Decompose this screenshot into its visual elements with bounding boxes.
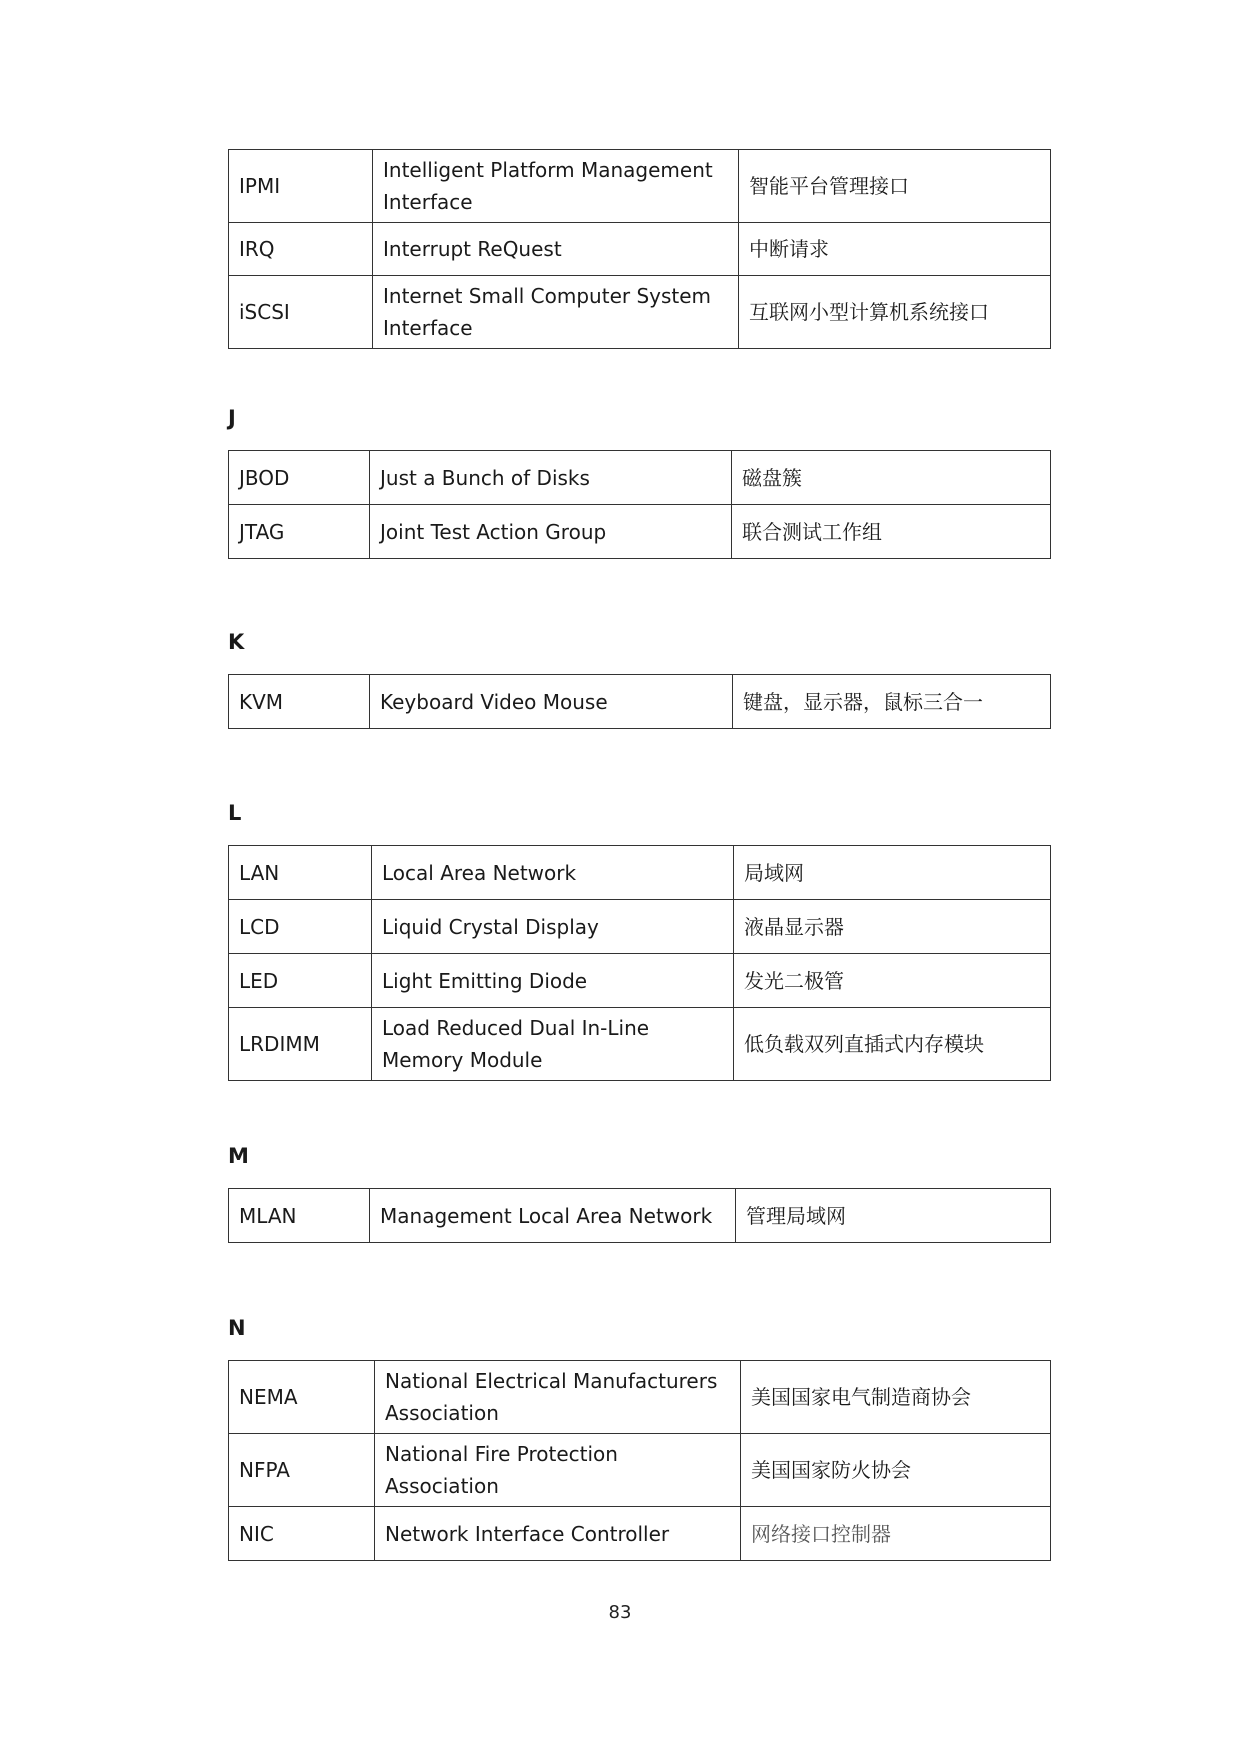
abbreviation-cell: IPMI (229, 150, 373, 223)
abbreviation-cell: JTAG (229, 505, 370, 559)
section-heading: L (228, 801, 242, 825)
table-row (229, 276, 1051, 349)
chinese-term-cell: 磁盘簇 (732, 451, 1051, 505)
chinese-term-cell: 中断请求 (739, 223, 1051, 276)
chinese-term-cell: 联合测试工作组 (732, 505, 1051, 559)
chinese-term-cell: 智能平台管理接口 (739, 150, 1051, 223)
chinese-term-cell: 局域网 (734, 846, 1051, 900)
full-term-cell: Light Emitting Diode (372, 954, 734, 1008)
full-term-cell: Load Reduced Dual In-Line Memory Module (372, 1008, 734, 1081)
chinese-term-cell: 液晶显示器 (734, 900, 1051, 954)
chinese-term-cell: 管理局域网 (736, 1189, 1051, 1243)
table-row (229, 451, 1051, 505)
glossary-table-n (228, 1360, 1051, 1561)
table-row (229, 900, 1051, 954)
full-term-cell: National Electrical Manufacturers Association (375, 1361, 741, 1434)
table-row (229, 1434, 1051, 1507)
abbreviation-cell: KVM (229, 675, 370, 729)
abbreviation-cell: LED (229, 954, 372, 1008)
abbreviation-cell: JBOD (229, 451, 370, 505)
section-heading: J (228, 406, 236, 430)
abbreviation-cell: LCD (229, 900, 372, 954)
chinese-term-cell: 发光二极管 (734, 954, 1051, 1008)
table-row (229, 1361, 1051, 1434)
table-row (229, 150, 1051, 223)
abbreviation-cell: IRQ (229, 223, 373, 276)
full-term-cell: Joint Test Action Group (370, 505, 732, 559)
full-term-cell: Interrupt ReQuest (373, 223, 739, 276)
chinese-term-cell: 美国国家电气制造商协会 (741, 1361, 1051, 1434)
abbreviation-cell: LAN (229, 846, 372, 900)
full-term-cell: Management Local Area Network (370, 1189, 736, 1243)
abbreviation-cell: NEMA (229, 1361, 375, 1434)
glossary-table-k (228, 674, 1051, 729)
full-term-cell: Local Area Network (372, 846, 734, 900)
full-term-cell: National Fire Protection Association (375, 1434, 741, 1507)
abbreviation-cell: MLAN (229, 1189, 370, 1243)
table-row (229, 223, 1051, 276)
glossary-table-m (228, 1188, 1051, 1243)
table-row (229, 505, 1051, 559)
table-row (229, 1189, 1051, 1243)
chinese-term-cell: 美国国家防火协会 (741, 1434, 1051, 1507)
full-term-cell: Keyboard Video Mouse (370, 675, 733, 729)
glossary-table-i (228, 149, 1051, 349)
section-heading: N (228, 1316, 246, 1340)
page-number: 83 (608, 1602, 632, 1623)
full-term-cell: Just a Bunch of Disks (370, 451, 732, 505)
chinese-term-cell: 低负载双列直插式内存模块 (734, 1008, 1051, 1081)
section-heading: K (228, 630, 245, 654)
glossary-table-j (228, 450, 1051, 559)
table-row (229, 1008, 1051, 1081)
table-row (229, 846, 1051, 900)
table-row (229, 1507, 1051, 1561)
table-row (229, 954, 1051, 1008)
section-heading: M (228, 1144, 249, 1168)
full-term-cell: Internet Small Computer System Interface (373, 276, 739, 349)
table-row (229, 675, 1051, 729)
glossary-table-l (228, 845, 1051, 1081)
full-term-cell: Network Interface Controller (375, 1507, 741, 1561)
abbreviation-cell: NIC (229, 1507, 375, 1561)
chinese-term-cell: 互联网小型计算机系统接口 (739, 276, 1051, 349)
full-term-cell: Liquid Crystal Display (372, 900, 734, 954)
abbreviation-cell: iSCSI (229, 276, 373, 349)
chinese-term-cell: 键盘，显示器，鼠标三合一 (733, 675, 1051, 729)
abbreviation-cell: LRDIMM (229, 1008, 372, 1081)
full-term-cell: Intelligent Platform Management Interface (373, 150, 739, 223)
chinese-term-cell: 网络接口控制器 (741, 1507, 1051, 1561)
abbreviation-cell: NFPA (229, 1434, 375, 1507)
